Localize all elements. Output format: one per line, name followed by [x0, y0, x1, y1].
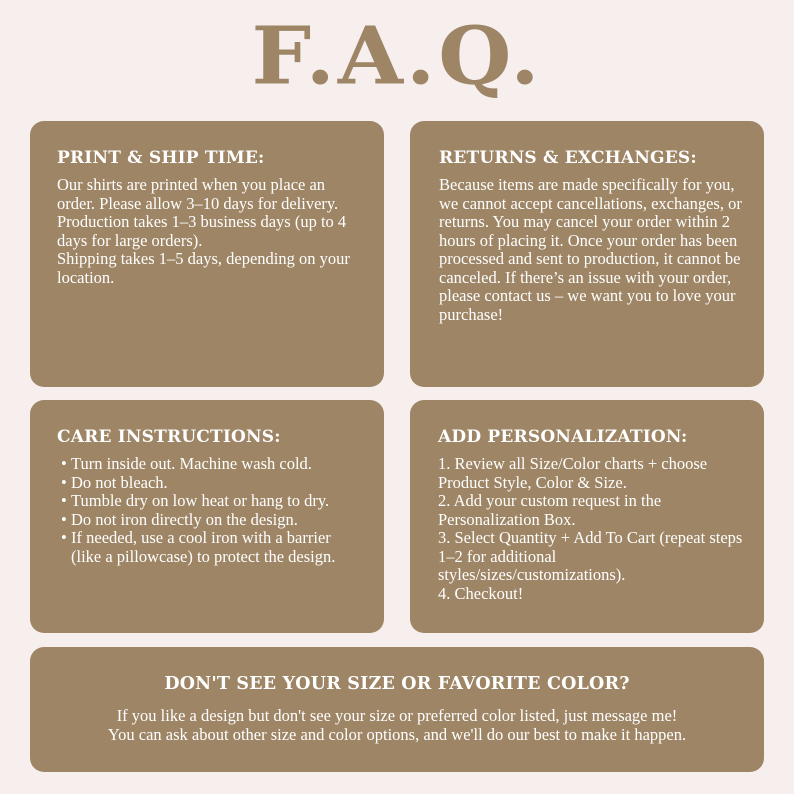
print-ship-paragraph: Shipping takes 1–5 days, depending on your location. — [57, 249, 350, 287]
personalization-step: 4. Checkout! — [438, 583, 524, 603]
returns-heading: RETURNS & EXCHANGES: — [439, 148, 697, 168]
bullet-icon: • — [61, 491, 67, 511]
list-item — [57, 455, 364, 474]
care-item-text: Do not iron directly on the design. — [71, 509, 298, 529]
personalization-step: 2. Add your custom request in the Personalization Box. — [438, 491, 662, 529]
personalization-body — [438, 455, 744, 603]
care-list — [57, 455, 364, 566]
care-item-text: Tumble dry on low heat or hang to dry. — [71, 491, 330, 511]
size-color-line: If you like a design but don't see your size or preferred color listed, just message me! — [116, 706, 678, 725]
list-item — [57, 492, 364, 511]
bullet-icon: • — [61, 509, 67, 529]
print-ship-card — [30, 121, 384, 387]
returns-body: Because items are made specifically for you, we cannot accept cancellations, exchanges, or returns. You may cancel your order within 2 hours of placing it. Once your order has been processed and sent to production, it cannot be canceled. If there’s an issue with your order, please contact us – we want you to love your purchase! — [439, 175, 742, 324]
size-color-card — [30, 647, 764, 772]
size-color-line: You can ask about other size and color options, and we'll do our best to make it happen. — [107, 724, 687, 744]
print-ship-heading: PRINT & SHIP TIME: — [57, 148, 265, 168]
list-item — [57, 474, 364, 493]
size-color-body — [40, 707, 754, 744]
care-item-text: Turn inside out. Machine wash cold. — [71, 454, 312, 474]
print-ship-paragraph: Our shirts are printed when you place an order. Please allow 3–10 days for delivery. — [57, 175, 339, 213]
personalization-step: 3. Select Quantity + Add To Cart (repeat steps 1–2 for additional styles/sizes/customizations). — [438, 528, 743, 585]
personalization-card — [410, 400, 764, 633]
care-card — [30, 400, 384, 633]
care-item-text: If needed, use a cool iron with a barrier (like a pillowcase) to protect the design. — [71, 528, 336, 566]
print-ship-body — [57, 176, 360, 287]
personalization-heading: ADD PERSONALIZATION: — [438, 427, 688, 447]
personalization-step: 1. Review all Size/Color charts + choose Product Style, Color & Size. — [438, 454, 708, 492]
returns-card — [410, 121, 764, 387]
list-item — [57, 511, 364, 530]
list-item — [57, 529, 364, 566]
bullet-icon: • — [61, 454, 67, 474]
care-heading: CARE INSTRUCTIONS: — [57, 427, 281, 447]
bullet-icon: • — [61, 528, 67, 548]
bullet-icon: • — [61, 472, 67, 492]
size-color-heading: DON'T SEE YOUR SIZE OR FAVORITE COLOR? — [164, 674, 630, 694]
care-item-text: Do not bleach. — [71, 472, 168, 492]
page-title: F.A.Q. — [251, 8, 543, 103]
print-ship-paragraph: Production takes 1–3 business days (up to 4 days for large orders). — [57, 212, 347, 250]
